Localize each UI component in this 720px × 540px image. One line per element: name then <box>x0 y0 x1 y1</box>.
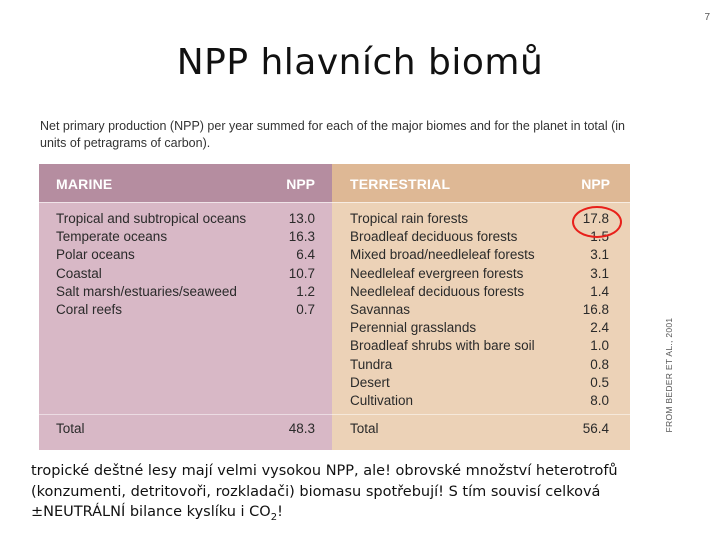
marine-biome-name: Tropical and subtropical oceans <box>56 211 247 226</box>
terrestrial-row <box>332 302 630 320</box>
terrestrial-npp-value: 3.1 <box>590 265 609 281</box>
marine-npp-value: 1.2 <box>296 283 315 299</box>
terrestrial-rows <box>332 211 630 411</box>
marine-total-value: 48.3 <box>288 421 315 436</box>
terrestrial-npp-value: 16.8 <box>582 301 609 317</box>
terrestrial-biome-name: Perennial grasslands <box>350 320 477 336</box>
marine-row <box>39 302 332 320</box>
marine-biome-name: Coastal <box>56 265 102 281</box>
explanation-main: tropické deštné lesy mají velmi vysokou NPP, ale! obrovské množství heterotrofů (konzumenti, detritovoři, rozkladači) biomasu spotřebují! S tím souvisí celková ±NEUTRÁLNÍ bilance kyslíku i CO <box>31 463 618 520</box>
terrestrial-biome-name: Broadleaf shrubs with bare soil <box>350 338 535 354</box>
marine-npp-value: 16.3 <box>288 229 315 245</box>
terrestrial-biome-name: Tropical rain forests <box>350 211 469 226</box>
header-divider <box>332 202 630 203</box>
terrestrial-npp-value: 1.0 <box>590 338 609 354</box>
terrestrial-row <box>332 266 630 284</box>
terrestrial-npp-value: 0.8 <box>590 356 609 372</box>
source-credit <box>662 300 676 450</box>
terrestrial-npp-value: 17.8 <box>582 211 609 226</box>
source-credit-text: FROM BEDER ET AL., 2001 <box>664 317 674 433</box>
terrestrial-npp-value: 3.1 <box>590 247 609 263</box>
marine-npp-value: 6.4 <box>296 247 315 263</box>
marine-npp-value: 13.0 <box>288 211 315 226</box>
total-divider <box>39 414 332 415</box>
terrestrial-biome-name: Savannas <box>350 301 411 317</box>
marine-npp-header: NPP <box>286 176 315 192</box>
slide-number: 7 <box>704 12 710 23</box>
marine-biome-name: Temperate oceans <box>56 229 168 245</box>
total-divider <box>332 414 630 415</box>
terrestrial-npp-header: NPP <box>581 176 610 192</box>
terrestrial-biome-name: Cultivation <box>350 392 414 408</box>
marine-column <box>39 164 332 450</box>
terrestrial-npp-value: 1.5 <box>590 229 609 245</box>
marine-total-label: Total <box>56 421 85 436</box>
marine-npp-value: 10.7 <box>288 265 315 281</box>
terrestrial-npp-value: 0.5 <box>590 374 609 390</box>
terrestrial-biome-name: Tundra <box>350 356 393 372</box>
terrestrial-biome-name: Needleleaf deciduous forests <box>350 283 525 299</box>
marine-biome-name: Salt marsh/estuaries/seaweed <box>56 283 237 299</box>
marine-row <box>39 229 332 247</box>
marine-npp-value: 0.7 <box>296 301 315 317</box>
terrestrial-row <box>332 357 630 375</box>
marine-rows <box>39 211 332 320</box>
terrestrial-npp-value: 1.4 <box>590 283 609 299</box>
terrestrial-biome-name: Mixed broad/needleleaf forests <box>350 247 535 263</box>
explanation-text <box>31 461 671 528</box>
terrestrial-row <box>332 393 630 411</box>
terrestrial-row <box>332 247 630 265</box>
terrestrial-total-label: Total <box>350 421 379 436</box>
marine-header-label: MARINE <box>56 176 113 192</box>
table-caption: Net primary production (NPP) per year summed for each of the major biomes and for the planet in total (in units of petragrams of carbon). <box>40 119 625 150</box>
terrestrial-row <box>332 320 630 338</box>
terrestrial-row <box>332 375 630 393</box>
terrestrial-header-label: TERRESTRIAL <box>350 176 451 192</box>
terrestrial-biome-name: Broadleaf deciduous forests <box>350 229 518 245</box>
explanation-subscript: 2 <box>270 511 278 523</box>
terrestrial-row <box>332 338 630 356</box>
marine-biome-name: Coral reefs <box>56 301 123 317</box>
explanation-end: ! <box>277 504 283 520</box>
terrestrial-header <box>332 164 630 202</box>
terrestrial-total-value: 56.4 <box>582 421 609 436</box>
marine-header <box>39 164 332 202</box>
marine-total-row <box>39 421 332 439</box>
marine-row <box>39 247 332 265</box>
marine-row <box>39 211 332 229</box>
marine-biome-name: Polar oceans <box>56 247 135 263</box>
highlight-circle <box>572 206 622 238</box>
marine-row <box>39 266 332 284</box>
slide-title: NPP hlavních biomů <box>176 42 544 83</box>
marine-row <box>39 284 332 302</box>
header-divider <box>39 202 332 203</box>
terrestrial-npp-value: 8.0 <box>590 392 609 408</box>
terrestrial-npp-value: 2.4 <box>590 320 609 336</box>
npp-table <box>39 164 630 450</box>
terrestrial-biome-name: Desert <box>350 374 390 390</box>
terrestrial-biome-name: Needleleaf evergreen forests <box>350 265 524 281</box>
terrestrial-total-row <box>332 421 630 439</box>
terrestrial-row <box>332 284 630 302</box>
